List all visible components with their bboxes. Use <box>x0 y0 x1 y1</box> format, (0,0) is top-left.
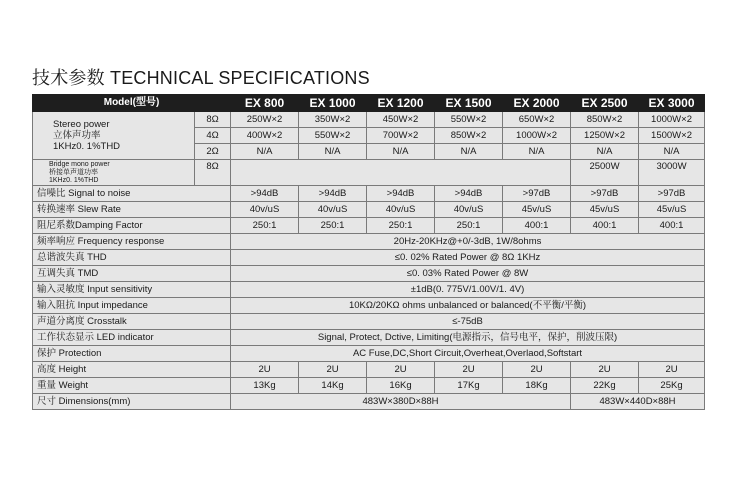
model-ex1000: EX 1000 <box>299 95 367 112</box>
value-cell: 10KΩ/20KΩ ohms unbalanced or balanced(不平衡/平衡) <box>231 298 705 314</box>
value-cell: 2U <box>367 362 435 378</box>
value-cell: 350W×2 <box>299 112 367 128</box>
empty-cell <box>231 160 571 186</box>
table-row <box>33 330 705 346</box>
value-cell: 1000W×2 <box>639 112 705 128</box>
value-cell: ≤0. 03% Rated Power @ 8W <box>231 266 705 282</box>
value-cell: N/A <box>231 144 299 160</box>
row-label: 阻尼系数Damping Factor <box>33 218 231 234</box>
value-cell: 550W×2 <box>299 128 367 144</box>
value-cell: 25Kg <box>639 378 705 394</box>
value-cell: 400W×2 <box>231 128 299 144</box>
model-ex1500: EX 1500 <box>435 95 503 112</box>
stereo-power-label <box>33 112 195 160</box>
table-row <box>33 218 705 234</box>
value-cell: 1500W×2 <box>639 128 705 144</box>
load-cell: 4Ω <box>195 128 231 144</box>
value-cell: 483W×380D×88H <box>231 394 571 410</box>
model-ex2000: EX 2000 <box>503 95 571 112</box>
row-label: 高度 Height <box>33 362 231 378</box>
value-cell: 22Kg <box>571 378 639 394</box>
value-cell: 2U <box>503 362 571 378</box>
load-cell: 8Ω <box>195 112 231 128</box>
table-row <box>33 250 705 266</box>
value-cell: N/A <box>299 144 367 160</box>
stereo-power-en: Stereo power <box>53 119 110 130</box>
value-cell: 250:1 <box>299 218 367 234</box>
value-cell: ≤0. 02% Rated Power @ 8Ω 1KHz <box>231 250 705 266</box>
value-cell: AC Fuse,DC,Short Circuit,Overheat,Overlaod,Softstart <box>231 346 705 362</box>
value-cell: 2U <box>639 362 705 378</box>
value-cell: 40v/uS <box>299 202 367 218</box>
value-cell: N/A <box>503 144 571 160</box>
value-cell: N/A <box>571 144 639 160</box>
row-label: 转换速率 Slew Rate <box>33 202 231 218</box>
value-cell: >94dB <box>299 186 367 202</box>
value-cell: 250W×2 <box>231 112 299 128</box>
value-cell: >94dB <box>435 186 503 202</box>
value-cell: 40v/uS <box>231 202 299 218</box>
value-cell: 550W×2 <box>435 112 503 128</box>
value-cell: 45v/uS <box>571 202 639 218</box>
model-header: Model(型号) <box>33 95 231 112</box>
value-cell: 483W×440D×88H <box>571 394 705 410</box>
model-ex1200: EX 1200 <box>367 95 435 112</box>
row-label: 输入阻抗 Input impedance <box>33 298 231 314</box>
value-cell: 2U <box>435 362 503 378</box>
model-ex3000: EX 3000 <box>639 95 705 112</box>
value-cell: 400:1 <box>571 218 639 234</box>
table-row <box>33 298 705 314</box>
value-cell: >97dB <box>571 186 639 202</box>
stereo-power-cn: 立体声功率 <box>53 130 101 141</box>
model-ex2500: EX 2500 <box>571 95 639 112</box>
row-label: 声道分离度 Crosstalk <box>33 314 231 330</box>
bridge-power-cond: 1KHz0. 1%THD <box>49 176 99 184</box>
row-label: 工作状态显示 LED indicator <box>33 330 231 346</box>
value-cell: 450W×2 <box>367 112 435 128</box>
table-row <box>33 362 705 378</box>
value-cell: 700W×2 <box>367 128 435 144</box>
value-cell: 14Kg <box>299 378 367 394</box>
page-title: 技术参数 TECHNICAL SPECIFICATIONS <box>32 68 370 88</box>
value-cell: 13Kg <box>231 378 299 394</box>
stereo-power-cond: 1KHz0. 1%THD <box>53 141 121 152</box>
value-cell: >97dB <box>503 186 571 202</box>
load-cell: 8Ω <box>195 160 231 186</box>
model-ex800: EX 800 <box>231 95 299 112</box>
row-label: 互调失真 TMD <box>33 266 231 282</box>
value-cell: ±1dB(0. 775V/1.00V/1. 4V) <box>231 282 705 298</box>
row-label: 输入灵敏度 Input sensitivity <box>33 282 231 298</box>
row-label: 频率响应 Frequency response <box>33 234 231 250</box>
row-label: 信噪比 Signal to noise <box>33 186 231 202</box>
value-cell: 650W×2 <box>503 112 571 128</box>
value-cell: 18Kg <box>503 378 571 394</box>
value-cell: 850W×2 <box>571 112 639 128</box>
value-cell: 1000W×2 <box>503 128 571 144</box>
bridge-power-en: Bridge mono power <box>49 160 110 168</box>
row-label: 总谐波失真 THD <box>33 250 231 266</box>
row-label: 尺寸 Dimensions(mm) <box>33 394 231 410</box>
value-cell: >97dB <box>639 186 705 202</box>
spec-table <box>32 94 705 410</box>
table-row <box>33 234 705 250</box>
table-row <box>33 202 705 218</box>
value-cell: >94dB <box>367 186 435 202</box>
value-cell: N/A <box>639 144 705 160</box>
table-row <box>33 346 705 362</box>
table-row <box>33 394 705 410</box>
value-cell: 250:1 <box>231 218 299 234</box>
table-row <box>33 282 705 298</box>
value-cell: N/A <box>435 144 503 160</box>
value-cell: >94dB <box>231 186 299 202</box>
value-cell: 2U <box>231 362 299 378</box>
value-cell: 250:1 <box>367 218 435 234</box>
value-cell: 400:1 <box>639 218 705 234</box>
row-label: 重量 Weight <box>33 378 231 394</box>
value-cell: 250:1 <box>435 218 503 234</box>
value-cell: 2U <box>571 362 639 378</box>
value-cell: 400:1 <box>503 218 571 234</box>
value-cell: N/A <box>367 144 435 160</box>
value-cell: 3000W <box>639 160 705 186</box>
value-cell: 16Kg <box>367 378 435 394</box>
value-cell: 20Hz-20KHz@+0/-3dB, 1W/8ohms <box>231 234 705 250</box>
table-row <box>33 378 705 394</box>
table-row <box>33 160 705 186</box>
value-cell: 40v/uS <box>367 202 435 218</box>
value-cell: ≤-75dB <box>231 314 705 330</box>
value-cell: 2500W <box>571 160 639 186</box>
row-label: 保护 Protection <box>33 346 231 362</box>
table-row <box>33 314 705 330</box>
table-row <box>33 266 705 282</box>
value-cell: 850W×2 <box>435 128 503 144</box>
bridge-power-label <box>33 160 195 186</box>
value-cell: 2U <box>299 362 367 378</box>
value-cell: 45v/uS <box>503 202 571 218</box>
value-cell: 40v/uS <box>435 202 503 218</box>
value-cell: 45v/uS <box>639 202 705 218</box>
load-cell: 2Ω <box>195 144 231 160</box>
header-row <box>33 95 705 112</box>
value-cell: 1250W×2 <box>571 128 639 144</box>
table-row <box>33 186 705 202</box>
value-cell: Signal, Protect, Dctive, Limiting(电源指示，信号电平，保护，削波压限) <box>231 330 705 346</box>
value-cell: 17Kg <box>435 378 503 394</box>
bridge-power-cn: 桥接单声道功率 <box>49 168 98 176</box>
table-row <box>33 112 705 128</box>
